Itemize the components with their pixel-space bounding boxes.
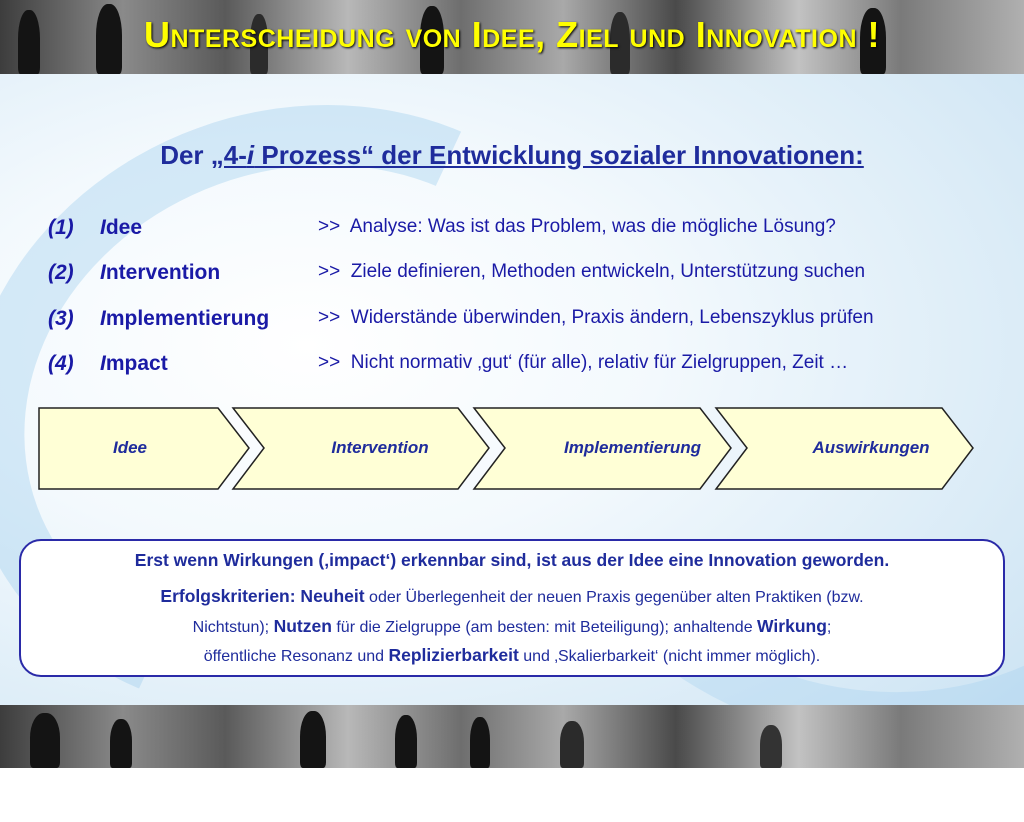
- slide-title: Unterscheidung von Idee, Ziel und Innovation !: [144, 14, 880, 55]
- summary-bold: Wirkung: [757, 616, 827, 636]
- step-arrow: >>: [318, 307, 341, 328]
- step-number: (1): [48, 216, 74, 239]
- summary-bold: Erfolgskriterien: Neuheit: [160, 586, 365, 606]
- step-initial: I: [100, 352, 106, 375]
- chevron-label: Intervention: [331, 438, 429, 457]
- step-desc-text: Analyse: Was ist das Problem, was die mögliche Lösung?: [349, 216, 836, 237]
- chevron-label: Implementierung: [564, 438, 701, 457]
- step-number: (2): [48, 261, 74, 284]
- step-term-rest: dee: [105, 216, 143, 239]
- step-term-rest: mpact: [105, 352, 168, 375]
- summary-box: [19, 539, 1005, 677]
- summary-text: und ‚Skalierbarkeit‘ (nicht immer möglich).: [518, 648, 821, 665]
- step-term-rest: ntervention: [105, 261, 221, 284]
- summary-line: [21, 616, 1003, 637]
- step-arrow: >>: [318, 216, 341, 237]
- summary-text: für die Zielgruppe (am besten: mit Beteiligung); anhaltende: [331, 619, 758, 636]
- step-initial: I: [100, 307, 106, 330]
- step-arrow: >>: [318, 352, 341, 373]
- summary-bold: Nutzen: [273, 616, 332, 636]
- step-number: (4): [48, 352, 74, 375]
- summary-bold: Replizierbarkeit: [388, 645, 519, 665]
- summary-line: [21, 645, 1003, 666]
- summary-text: öffentliche Resonanz und: [203, 648, 389, 665]
- summary-headline: Erst wenn Wirkungen (‚impact‘) erkennbar sind, ist aus der Idee eine Innovation geworden.: [134, 550, 890, 570]
- subtitle-prefix: Der: [160, 140, 211, 170]
- step-desc-text: Widerstände überwinden, Praxis ändern, Lebenszyklus prüfen: [350, 307, 874, 328]
- subtitle-quote-open: „4-: [210, 140, 247, 170]
- step-term-rest: mplementierung: [105, 307, 270, 330]
- chevron-label: Auswirkungen: [812, 438, 930, 457]
- step-arrow: >>: [318, 261, 341, 282]
- subtitle-rest: Prozess“ der Entwicklung sozialer Innovationen:: [254, 140, 864, 170]
- summary-text: oder Überlegenheit der neuen Praxis gegenüber alten Praktiken (bzw.: [364, 589, 864, 606]
- step-initial: I: [100, 261, 106, 284]
- summary-line: [21, 586, 1003, 607]
- bottom-photo-banner: [0, 705, 1024, 768]
- step-desc-text: Ziele definieren, Methoden entwickeln, Unterstützung suchen: [350, 261, 866, 282]
- step-number: (3): [48, 307, 74, 330]
- step-desc-text: Nicht normativ ‚gut‘ (für alle), relativ für Zielgruppen, Zeit …: [350, 352, 849, 373]
- summary-text: ;: [826, 619, 832, 636]
- summary-text: Nichtstun);: [192, 619, 274, 636]
- chevron-label: Idee: [112, 438, 148, 457]
- subtitle-i: i: [246, 140, 255, 170]
- step-initial: I: [100, 216, 106, 239]
